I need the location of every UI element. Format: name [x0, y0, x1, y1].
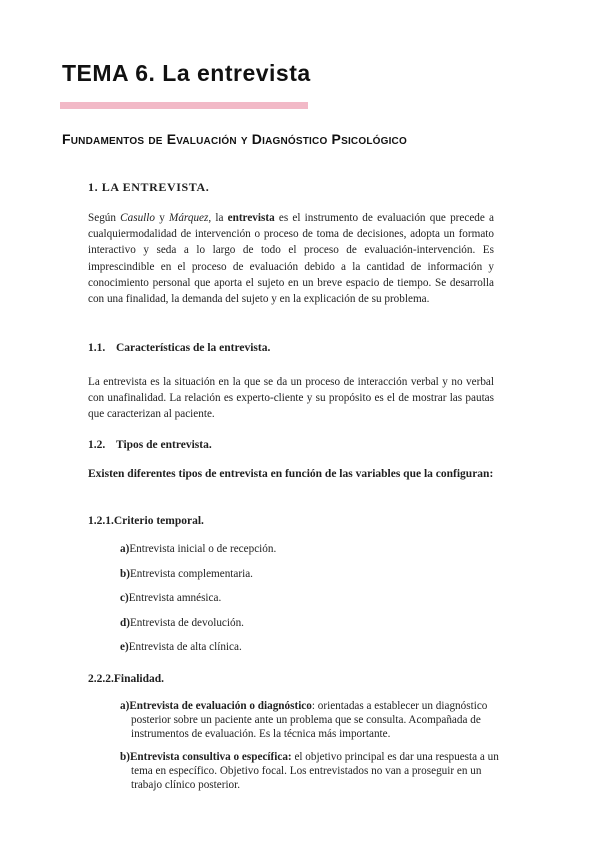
list-item: d)Entrevista de devolución. [120, 617, 244, 629]
section-heading-2-2-2: 2.2.2.Finalidad. [88, 673, 165, 685]
title-underline-bar [60, 102, 308, 109]
list-item: c)Entrevista amnésica. [120, 592, 222, 604]
section-1-2-intro: Existen diferentes tipos de entrevista en función de las variables que la configuran: [88, 468, 494, 480]
list-item: b)Entrevista complementaria. [120, 568, 253, 580]
list-item: a)Entrevista inicial o de recepción. [120, 543, 277, 555]
definition-item-b: b)Entrevista consultiva o específica: el objetivo principal es dar una respuesta a un tema en específico. Objetivo focal. Los entrevistados no van a proseguir en un trabajo clínico posterior. [120, 751, 499, 791]
course-subtitle: Fundamentos de Evaluación y Diagnóstico Psicológico [62, 131, 407, 147]
section-heading-1-2-1: 1.2.1.Criterio temporal. [88, 515, 204, 527]
list-item: e)Entrevista de alta clínica. [120, 641, 242, 653]
section-heading-1: 1. LA ENTREVISTA. [88, 180, 210, 194]
section-1-1-paragraph: La entrevista es la situación en la que se da un proceso de interacción verbal y no verbal con unafinalidad. La relación es experto-cliente y su propósito es el de mostrar las pautas que caracterizan al paciente. [88, 376, 494, 421]
section-heading-1-2: 1.2. Tipos de entrevista. [88, 439, 212, 451]
page-title: TEMA 6. La entrevista [62, 60, 311, 86]
definition-item-a: a)Entrevista de evaluación o diagnóstico: orientadas a establecer un diagnóstico posterior sobre un paciente ante un problema que se consulta. Acompañada de instrumentos de evaluación. Es la técnica más importante. [120, 700, 488, 740]
section-heading-1-1: 1.1. Características de la entrevista. [88, 342, 271, 354]
section-1-paragraph: Según Casullo y Márquez, la entrevista es el instrumento de evaluación que precede a cualquiermodalidad de intervención o proceso de toma de decisiones, adopta un formato interactivo y seda a lo largo de todo el proceso de evaluación-intervención. Es imprescindible en el proceso de evaluación debido a la cantidad de información y conocimiento personal que aporta el sujeto en un breve espacio de tiempo. Se desarrolla con una finalidad, la demanda del sujeto y en la explicación de su problema. [88, 212, 495, 306]
